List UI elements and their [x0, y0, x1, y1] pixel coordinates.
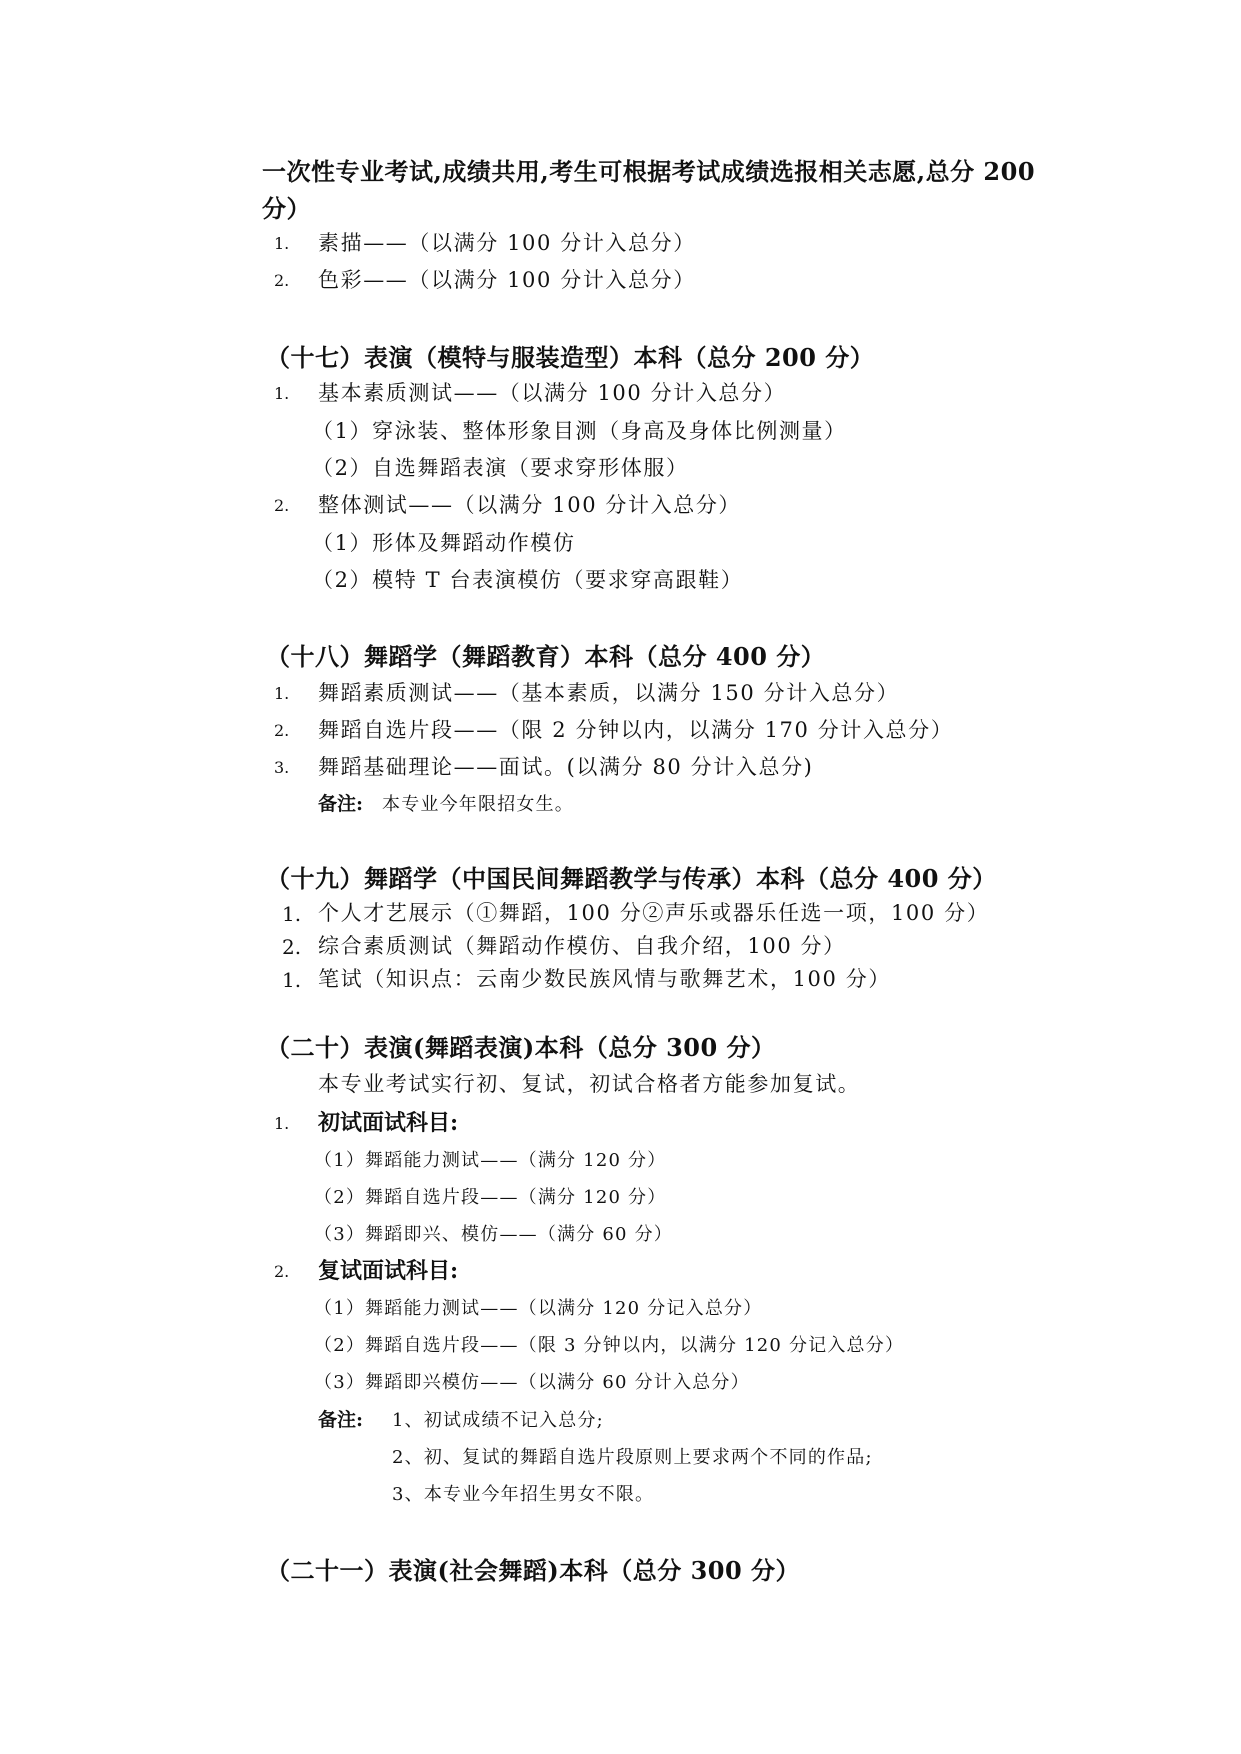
section-heading: （二十）表演(舞蹈表演)本科（总分 300 分） — [266, 1033, 776, 1062]
section-heading: （十九）舞蹈学（中国民间舞蹈教学与传承）本科（总分 400 分） — [266, 864, 997, 893]
list-number: 1. — [274, 1114, 290, 1133]
list-number: 2. — [274, 496, 290, 515]
list-number: 1. — [282, 968, 302, 992]
note-label: 备注: — [318, 793, 364, 815]
list-number: 1. — [274, 684, 290, 703]
list-item: 舞蹈自选片段——（限 2 分钟以内，以满分 170 分计入总分） — [318, 718, 954, 742]
note-text: 2、初、复试的舞蹈自选片段原则上要求两个不同的作品; — [392, 1447, 873, 1468]
section-heading: （十八）舞蹈学（舞蹈教育）本科（总分 400 分） — [266, 642, 826, 671]
section-heading: （二十一）表演(社会舞蹈)本科（总分 300 分） — [266, 1556, 801, 1585]
list-item: 舞蹈基础理论——面试。(以满分 80 分计入总分) — [318, 755, 814, 779]
sub-item: （2）自选舞蹈表演（要求穿形体服） — [312, 456, 689, 480]
list-number: 1. — [274, 384, 290, 403]
list-number: 1. — [274, 234, 290, 253]
note-text: 1、初试成绩不记入总分; — [392, 1410, 604, 1431]
sub-item: （1）舞蹈能力测试——（满分 120 分） — [314, 1150, 667, 1171]
list-number: 3. — [274, 758, 290, 777]
section-heading: （十七）表演（模特与服装造型）本科（总分 200 分） — [266, 343, 875, 372]
group-title: 复试面试科目: — [318, 1258, 459, 1284]
sub-item: （2）舞蹈自选片段——（满分 120 分） — [314, 1187, 667, 1208]
note-text: 本专业今年限招女生。 — [382, 794, 574, 815]
note-text: 3、本专业今年招生男女不限。 — [392, 1484, 655, 1505]
list-item: 舞蹈素质测试——（基本素质，以满分 150 分计入总分） — [318, 681, 900, 705]
sub-item: （2）模特 T 台表演模仿（要求穿高跟鞋） — [312, 568, 744, 592]
list-item: 笔试（知识点：云南少数民族风情与歌舞艺术，100 分） — [318, 967, 891, 991]
list-item: 基本素质测试——（以满分 100 分计入总分） — [318, 381, 787, 405]
group-title: 初试面试科目: — [318, 1110, 459, 1136]
list-item: 素描——（以满分 100 分计入总分） — [318, 231, 696, 255]
list-item: 综合素质测试（舞蹈动作模仿、自我介绍，100 分） — [318, 934, 846, 958]
list-number: 2. — [274, 271, 290, 290]
intro-line-1: 一次性专业考试,成绩共用,考生可根据考试成绩选报相关志愿,总分 200 — [262, 157, 1036, 186]
sub-item: （1）穿泳装、整体形象目测（身高及身体比例测量） — [312, 419, 847, 443]
list-number: 2. — [274, 1262, 290, 1281]
list-item: 个人才艺展示（①舞蹈，100 分②声乐或器乐任选一项，100 分） — [318, 901, 990, 925]
sub-item: （3）舞蹈即兴、模仿——（满分 60 分） — [314, 1224, 673, 1245]
list-number: 1. — [282, 902, 302, 926]
sub-item: （2）舞蹈自选片段——（限 3 分钟以内，以满分 120 分记入总分） — [314, 1335, 905, 1356]
intro-line-2: 分） — [262, 194, 311, 223]
list-item: 整体测试——（以满分 100 分计入总分） — [318, 493, 742, 517]
sub-item: （3）舞蹈即兴模仿——（以满分 60 分计入总分） — [314, 1372, 750, 1393]
list-item: 色彩——（以满分 100 分计入总分） — [318, 268, 696, 292]
list-number: 2. — [274, 721, 290, 740]
sub-item: （1）舞蹈能力测试——（以满分 120 分记入总分） — [314, 1298, 763, 1319]
list-number: 2. — [282, 935, 302, 959]
section-intro: 本专业考试实行初、复试，初试合格者方能参加复试。 — [318, 1072, 861, 1096]
note-label: 备注: — [318, 1409, 364, 1431]
sub-item: （1）形体及舞蹈动作模仿 — [312, 531, 576, 555]
